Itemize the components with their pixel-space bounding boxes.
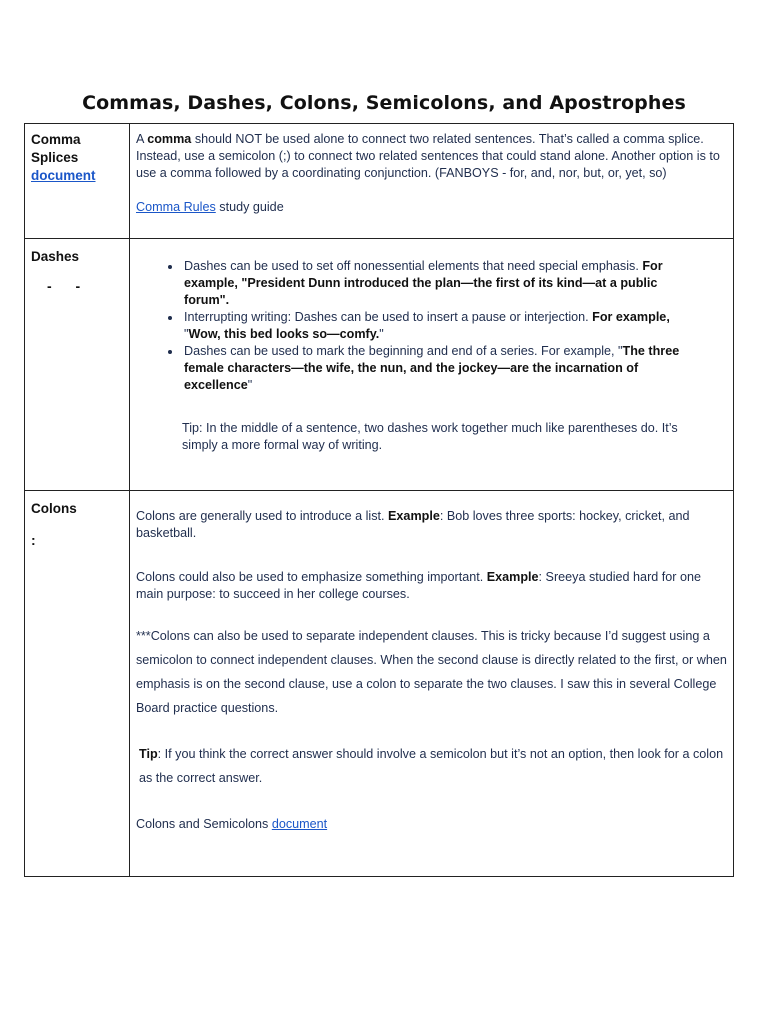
comma-guide-text: study guide: [215, 200, 284, 214]
colons-paragraph-3: ***Colons can also be used to separate independent clauses. This is tricky because I’d suggest using a semicolon to connect independent clauses. When the second clause is directly related to the first, or when emphasis is on the second clause, use a colon to separate the two clauses. I saw this in several College Board practice questions.: [136, 629, 727, 715]
dashes-label-cell: [25, 239, 130, 491]
colons-tip-text: : If you think the correct answer should involve a semicolon but it’s not an option, then look for a colon as the correct answer.: [139, 747, 724, 785]
colons-content-cell: [130, 491, 734, 877]
colons-p2-example-label: Example: [486, 570, 539, 584]
comma-guide-line: [136, 199, 727, 216]
comma-bold-term: comma: [147, 132, 192, 146]
dashes-b2-end: ": [379, 327, 384, 341]
dashes-symbol: - -: [47, 278, 91, 294]
dashes-bullet-1: [182, 258, 703, 309]
dashes-b2-bold1: For example,: [592, 310, 670, 324]
colons-p2-post: : Sreeya studied hard for one main purpose: to succeed in her college courses.: [136, 570, 701, 601]
colons-p1-pre: Colons are generally used to introduce a list.: [136, 509, 389, 523]
dashes-content-cell: [130, 239, 734, 491]
dashes-content: [130, 239, 733, 454]
comma-label: [25, 124, 129, 185]
row-dashes: [25, 239, 734, 491]
dashes-b3-end: ": [247, 378, 253, 392]
dashes-tip: Tip: In the middle of a sentence, two dashes work together much like parentheses do. It’s simply a more formal way of writing.: [182, 421, 678, 452]
dashes-b3-text: Dashes can be used to mark the beginning and end of a series. For example, ": [184, 344, 623, 358]
page-title: Commas, Dashes, Colons, Semicolons, and Apostrophes: [82, 92, 686, 114]
comma-rules-link[interactable]: Comma Rules: [136, 200, 216, 214]
colons-paragraph-1: [136, 508, 727, 542]
colons-label-cell: [25, 491, 130, 877]
colons-paragraph-2: [136, 569, 727, 603]
comma-text-post: should NOT be used alone to connect two related sentences. That’s called a comma splice. Instead, use a semicolon (;) to connect two related sentences that could stand alone. Another option is to use a comma followed by a coordinating conjunction. (FANBOYS - for, and, nor, but, or, yet, so): [136, 132, 720, 180]
dashes-b1-bold1: For example, ": [184, 259, 663, 290]
colons-semicolons-document-link[interactable]: document: [271, 817, 328, 831]
comma-content: [130, 124, 733, 216]
comma-label-line1: Comma: [31, 132, 81, 147]
dashes-b1-example: President Dunn introduced the plan—the first of its kind—at a public forum".: [184, 276, 658, 307]
comma-label-cell: [25, 124, 130, 239]
colons-doc-line: [136, 816, 727, 833]
dashes-b2-example: Wow, this bed looks so—comfy.: [188, 327, 380, 341]
dashes-bullet-2: [182, 309, 703, 343]
colons-tip-label: Tip: [139, 747, 158, 761]
comma-text-pre: A: [136, 132, 148, 146]
colons-p1-example-label: Example: [388, 509, 440, 523]
punctuation-table: [24, 123, 734, 877]
dashes-b2-quote: ": [184, 327, 189, 341]
colons-content: [130, 491, 733, 833]
colons-p2-pre: Colons could also be used to emphasize something important.: [136, 570, 487, 584]
dashes-bullet-3: [182, 343, 703, 394]
dashes-label: Dashes: [31, 249, 80, 264]
dashes-b2-text: Interrupting writing: Dashes can be used to insert a pause or interjection.: [184, 310, 593, 324]
comma-splices-document-link[interactable]: document: [31, 168, 96, 183]
colons-doc-text: Colons and Semicolons: [136, 817, 272, 831]
dashes-bullet-list: [130, 258, 703, 394]
dashes-b1-text: Dashes can be used to set off nonessential elements that need special emphasis.: [184, 259, 643, 273]
comma-label-line2: Splices: [31, 150, 79, 165]
row-colons: [25, 491, 734, 877]
dashes-b3-example: The three female characters—the wife, the nun, and the jockey—are the incarnation of excellence: [184, 344, 680, 392]
colons-p1-post: : Bob loves three sports: hockey, cricket, and basketball.: [136, 509, 690, 540]
colons-tip: [136, 742, 727, 790]
colons-label: Colons: [31, 501, 77, 516]
colons-symbol: :: [31, 532, 36, 548]
row-comma-splices: [25, 124, 734, 239]
comma-paragraph: [136, 131, 727, 182]
comma-content-cell: [130, 124, 734, 239]
